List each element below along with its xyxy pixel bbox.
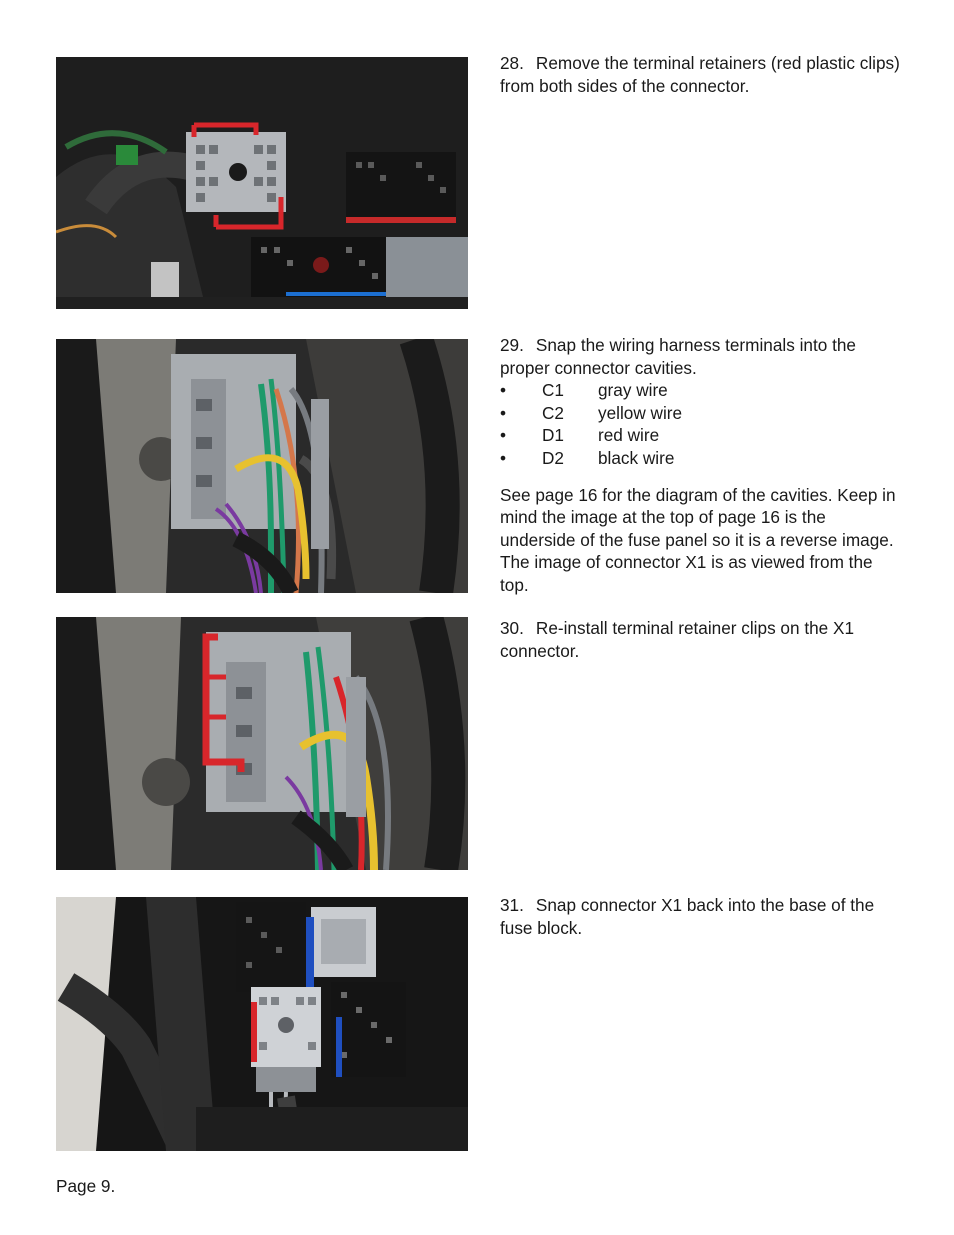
wire-cavity-list bbox=[500, 379, 905, 469]
bullet-marker: • bbox=[500, 425, 507, 446]
step-instruction: Remove the terminal retainers (red plastic clips) from both sides of the connector. bbox=[500, 53, 900, 96]
step-29-text bbox=[500, 334, 905, 379]
wire-label: gray wire bbox=[598, 380, 668, 401]
step-31 bbox=[500, 894, 905, 939]
bullet-marker: • bbox=[500, 402, 507, 423]
step-instruction: Snap connector X1 back into the base of the fuse block. bbox=[500, 895, 875, 938]
bullet-marker: • bbox=[500, 380, 507, 401]
cavity-code: C2 bbox=[542, 402, 564, 423]
step-30-photo-graphic bbox=[56, 617, 468, 870]
list-item bbox=[500, 447, 905, 470]
step-29 bbox=[500, 334, 905, 597]
step-29-photo bbox=[56, 339, 468, 593]
step-31-photo-graphic bbox=[56, 897, 468, 1151]
step-30 bbox=[500, 617, 905, 662]
step-number: 29. bbox=[500, 335, 524, 355]
cavity-code: D1 bbox=[542, 425, 564, 446]
cavity-code: D2 bbox=[542, 447, 564, 468]
step-number: 31. bbox=[500, 895, 524, 915]
step-29-photo-graphic bbox=[56, 339, 468, 593]
cavity-diagram-note: See page 16 for the diagram of the cavities. Keep in mind the image at the top of page 16 is the underside of the fuse panel so it is a reverse image. The image of connector X1 is as viewed from the top. bbox=[500, 484, 896, 595]
step-instruction: Re-install terminal retainer clips on the X1 connector. bbox=[500, 618, 855, 661]
step-28 bbox=[500, 52, 905, 97]
list-item bbox=[500, 379, 905, 402]
step-instruction: Snap the wiring harness terminals into the proper connector cavities. bbox=[500, 335, 856, 378]
step-28-text bbox=[500, 52, 905, 97]
step-number: 28. bbox=[500, 53, 524, 73]
step-number: 30. bbox=[500, 618, 524, 638]
wire-label: red wire bbox=[598, 425, 660, 446]
wire-label: black wire bbox=[598, 447, 675, 468]
page-number: Page 9. bbox=[56, 1176, 116, 1196]
list-item bbox=[500, 402, 905, 425]
list-item bbox=[500, 424, 905, 447]
cavity-code: C1 bbox=[542, 380, 564, 401]
step-28-photo bbox=[56, 57, 468, 309]
wire-label: yellow wire bbox=[598, 402, 683, 423]
bullet-marker: • bbox=[500, 447, 507, 468]
step-31-photo bbox=[56, 897, 468, 1151]
step-31-text bbox=[500, 894, 905, 939]
step-30-text bbox=[500, 617, 905, 662]
step-28-photo-graphic bbox=[56, 57, 468, 309]
step-30-photo bbox=[56, 617, 468, 870]
